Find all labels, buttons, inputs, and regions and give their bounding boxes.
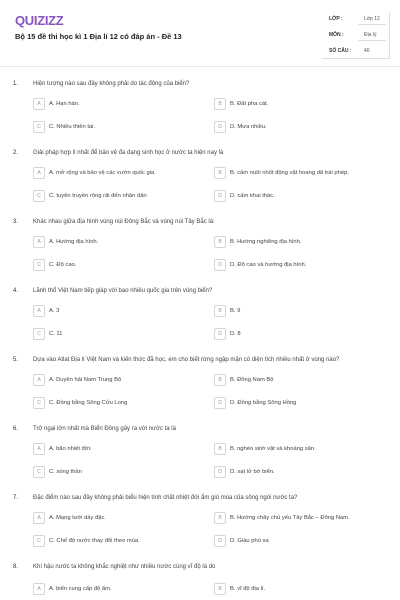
option-letter-box: A (33, 374, 45, 386)
question-text: Lãnh thổ Việt Nam tiếp giáp với bao nhiêu quốc gia trên vùng biển? (33, 288, 213, 294)
option-letter-box: A (33, 443, 45, 455)
option-text: B. nghèo sinh vật và khoáng sản. (230, 445, 316, 452)
quizizz-logo (15, 13, 63, 28)
option-text: B. 9 (230, 307, 241, 314)
option-text: D. sạt lở bờ biển. (230, 468, 275, 475)
meta-value: 40 (364, 48, 370, 54)
option-text: C. 11 (49, 330, 63, 337)
option-text: A. Hướng địa hình. (49, 238, 99, 245)
option-text: B. Đông Nam Bộ (230, 376, 274, 383)
option-letter-box: D (214, 259, 226, 271)
question-text: Dựa vào Atlat Địa lí Việt Nam và kiến thức đã học, em cho biết rừng ngập mặn có diện tích nhiều nhất ở vùng nào? (33, 357, 340, 363)
header-divider (0, 66, 400, 67)
question-text: Khác nhau giữa địa hình vùng núi Đông Bắc và vùng núi Tây Bắc là: (33, 219, 215, 225)
option-text: A. Duyên hải Nam Trung Bộ (49, 376, 122, 383)
option-text: B. cấm nuôi nhốt động vật hoang dã trái phép. (230, 169, 349, 176)
option-letter-box: B (214, 236, 226, 248)
question-number: 8. (13, 564, 19, 570)
option-letter-box: C (33, 190, 45, 202)
option-letter-box: A (33, 236, 45, 248)
option-letter-box: B (214, 512, 226, 524)
option-text: D. Giàu phù sa (230, 537, 269, 544)
option-text: D. 8 (230, 330, 241, 337)
option-text: A. Mạng lưới dày đặc. (49, 514, 106, 521)
option-text: D. Mưa nhiều. (230, 123, 267, 130)
meta-row-subject (322, 28, 390, 42)
option-text: A. mở rộng và bảo vệ các vườn quốc gia. (49, 169, 156, 176)
document-title: Bộ 15 đề thi học kì 1 Địa lí 12 có đáp án - Đề 13 (15, 32, 182, 41)
option-text: B. vĩ độ địa lí. (230, 585, 266, 592)
option-letter-box: C (33, 121, 45, 133)
question-text: Hiện tượng nào sau đây không phải do tác động của biển? (33, 81, 190, 87)
option-letter-box: C (33, 535, 45, 547)
meta-label: SỐ CÂU : (329, 48, 352, 54)
option-text: D. Độ cao và hướng địa hình. (230, 261, 307, 268)
option-letter-box: D (214, 466, 226, 478)
meta-value: Địa lý (364, 32, 377, 38)
question-number: 3. (13, 219, 19, 225)
question-number: 5. (13, 357, 19, 363)
option-letter-box: C (33, 259, 45, 271)
option-letter-box: D (214, 328, 226, 340)
question-number: 6. (13, 426, 19, 432)
option-letter-box: B (214, 443, 226, 455)
option-text: C. sóng thần (49, 468, 82, 475)
meta-box (322, 12, 390, 59)
meta-value: Lớp 12 (364, 16, 380, 22)
question-text: Trở ngại lớn nhất mà Biển Đông gây ra với nước ta là (33, 426, 176, 432)
option-letter-box: D (214, 121, 226, 133)
meta-underline (358, 24, 386, 25)
question-text: Giải pháp hợp lí nhất để bảo vệ đa dạng sinh học ở nước ta hiện nay là (33, 150, 224, 156)
option-letter-box: D (214, 190, 226, 202)
option-text: D. Đồng bằng Sông Hồng (230, 399, 297, 406)
question-text: Khí hậu nước ta không khắc nghiệt như nhiều nước cùng vĩ độ là do (33, 564, 216, 570)
option-text: C. Đồng bằng Sông Cửu Long (49, 399, 128, 406)
option-letter-box: B (214, 305, 226, 317)
meta-label: LỚP : (329, 16, 343, 22)
meta-label: MÔN : (329, 32, 344, 38)
option-text: A. biển cung cấp độ ẩm. (49, 585, 112, 592)
option-text: C. tuyên truyền rộng rãi đến nhân dân (49, 192, 147, 199)
option-text: C. Độ cao. (49, 261, 77, 268)
meta-underline (358, 40, 386, 41)
option-letter-box: A (33, 583, 45, 595)
option-text: C. Chế độ nước thay đổi theo mùa. (49, 537, 140, 544)
option-letter-box: A (33, 98, 45, 110)
question-text: Đặc điểm nào sau đây không phải biểu hiện tính chất nhiệt đới ẩm gió mùa của sông ngòi nước ta? (33, 495, 298, 501)
option-text: B. Hướng chảy chủ yếu Tây Bắc – Đông Nam. (230, 514, 350, 521)
option-letter-box: D (214, 397, 226, 409)
meta-row-class (322, 12, 390, 26)
option-letter-box: C (33, 397, 45, 409)
option-letter-box: A (33, 167, 45, 179)
option-letter-box: B (214, 374, 226, 386)
brand-name: QUIZIZZ (15, 13, 64, 28)
question-number: 4. (13, 288, 19, 294)
option-letter-box: A (33, 305, 45, 317)
option-letter-box: B (214, 167, 226, 179)
option-text: C. Nhiều thiên tai. (49, 123, 96, 130)
option-text: B. Đất pha cát. (230, 100, 269, 107)
page-header (0, 0, 400, 68)
option-letter-box: B (214, 583, 226, 595)
question-number: 7. (13, 495, 19, 501)
option-letter-box: D (214, 535, 226, 547)
meta-row-count (322, 44, 390, 58)
question-number: 1. (13, 81, 19, 87)
option-text: B. Hướng nghiêng địa hình. (230, 238, 302, 245)
option-text: A. bão nhiệt đới. (49, 445, 92, 452)
option-text: D. cấm khai thác. (230, 192, 275, 199)
option-letter-box: C (33, 328, 45, 340)
option-text: A. Hạn hán. (49, 100, 80, 107)
option-letter-box: C (33, 466, 45, 478)
question-number: 2. (13, 150, 19, 156)
option-text: A. 3 (49, 307, 60, 314)
option-letter-box: B (214, 98, 226, 110)
option-letter-box: A (33, 512, 45, 524)
